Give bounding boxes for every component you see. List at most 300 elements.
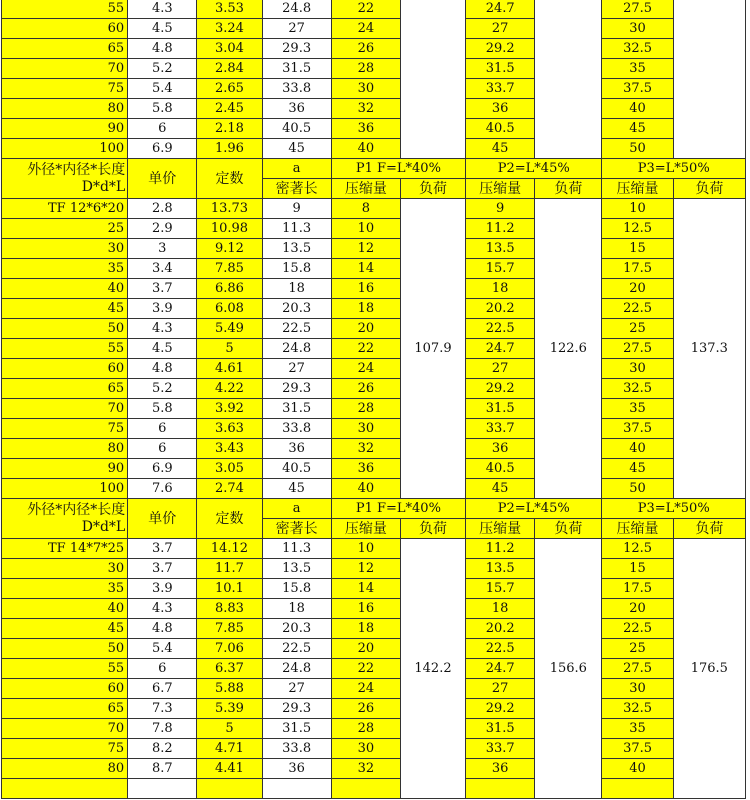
cell-solid-length[interactable]: 29.3 (262, 699, 331, 719)
cell-size[interactable] (2, 779, 128, 799)
cell-p1-compression[interactable]: 32 (331, 759, 400, 779)
cell-p1-compression[interactable]: 16 (331, 279, 400, 299)
cell-price[interactable]: 4.3 (128, 599, 197, 619)
cell-p3-compression[interactable]: 37.5 (602, 739, 673, 759)
cell-fixed-count[interactable]: 4.71 (197, 739, 262, 759)
cell-p2-compression[interactable]: 18 (466, 279, 535, 299)
cell-price[interactable]: 6.9 (128, 459, 197, 479)
header-a: a (262, 499, 331, 519)
cell-p2-compression[interactable]: 11.2 (466, 539, 535, 559)
cell-solid-length[interactable]: 20.3 (262, 619, 331, 639)
cell-fixed-count[interactable]: 4.22 (197, 379, 262, 399)
cell-fixed-count[interactable]: 6.37 (197, 659, 262, 679)
cell-p2-compression[interactable]: 31.5 (466, 719, 535, 739)
header-p1: P1 F=L*40% (331, 499, 465, 519)
table-row (2, 699, 746, 719)
cell-p1-compression[interactable]: 36 (331, 119, 400, 139)
cell-p3-compression[interactable]: 15 (602, 559, 673, 579)
cell-p3-compression[interactable]: 27.5 (602, 339, 673, 359)
cell-p2-compression[interactable]: 29.2 (466, 379, 535, 399)
cell-p2-compression[interactable]: 45 (466, 479, 535, 499)
cell-size[interactable]: 25 (2, 219, 128, 239)
table-row (2, 559, 746, 579)
cell-size[interactable]: 55 (2, 0, 128, 19)
cell-fixed-count[interactable]: 3.04 (197, 39, 262, 59)
cell-solid-length[interactable]: 33.8 (262, 79, 331, 99)
cell-solid-length[interactable]: 33.8 (262, 419, 331, 439)
cell-fixed-count[interactable]: 4.41 (197, 759, 262, 779)
cell-size[interactable]: 60 (2, 19, 128, 39)
cell-p1-compression[interactable]: 32 (331, 99, 400, 119)
cell-price[interactable]: 3.4 (128, 259, 197, 279)
cell-p3-compression[interactable]: 32.5 (602, 39, 673, 59)
cell-p3-compression[interactable]: 25 (602, 639, 673, 659)
cell-price[interactable]: 6 (128, 439, 197, 459)
cell-price[interactable]: 4.3 (128, 0, 197, 19)
cell-size[interactable]: 35 (2, 259, 128, 279)
cell-solid-length[interactable]: 29.3 (262, 379, 331, 399)
header-a: a (262, 159, 331, 179)
table-row (2, 419, 746, 439)
cell-solid-length[interactable]: 29.3 (262, 39, 331, 59)
cell-price[interactable]: 4.5 (128, 339, 197, 359)
cell-p1-compression[interactable]: 18 (331, 619, 400, 639)
cell-p3-compression[interactable]: 32.5 (602, 699, 673, 719)
cell-price[interactable]: 7.6 (128, 479, 197, 499)
cell-p2-compression[interactable]: 9 (466, 199, 535, 219)
cell-price[interactable]: 3.9 (128, 579, 197, 599)
cell-size[interactable]: 35 (2, 579, 128, 599)
cell-fixed-count[interactable]: 2.84 (197, 59, 262, 79)
cell-size[interactable]: 60 (2, 679, 128, 699)
cell-size[interactable]: 80 (2, 99, 128, 119)
cell-p1-compression[interactable]: 20 (331, 319, 400, 339)
cell-p2-compression[interactable]: 33.7 (466, 419, 535, 439)
cell-price[interactable]: 7.3 (128, 699, 197, 719)
cell-p3-compression[interactable]: 32.5 (602, 379, 673, 399)
cell-p2-compression[interactable]: 27 (466, 19, 535, 39)
cell-fixed-count[interactable]: 5 (197, 719, 262, 739)
cell-solid-length[interactable]: 13.5 (262, 559, 331, 579)
cell-size[interactable]: TF 14*7*25 (2, 539, 128, 559)
cell-fixed-count[interactable]: 3.92 (197, 399, 262, 419)
table-row (2, 659, 746, 679)
cell-p3-load[interactable] (673, 0, 745, 159)
cell-p1-compression[interactable]: 32 (331, 439, 400, 459)
cell-p3-compression[interactable]: 35 (602, 719, 673, 739)
header-price: 单价 (128, 159, 197, 199)
cell-price[interactable]: 4.8 (128, 619, 197, 639)
cell-size[interactable]: 45 (2, 619, 128, 639)
cell-price[interactable]: 4.8 (128, 39, 197, 59)
cell-p3-compression[interactable]: 17.5 (602, 259, 673, 279)
cell-p1-compression[interactable]: 28 (331, 59, 400, 79)
cell-fixed-count[interactable]: 5.88 (197, 679, 262, 699)
cell-size[interactable]: 50 (2, 639, 128, 659)
cell-p1-compression[interactable]: 18 (331, 299, 400, 319)
cell-p3-compression[interactable]: 17.5 (602, 579, 673, 599)
cell-solid-length[interactable]: 15.8 (262, 579, 331, 599)
cell-fixed-count[interactable] (197, 779, 262, 799)
cell-p3-compression[interactable]: 40 (602, 759, 673, 779)
cell-solid-length[interactable]: 36 (262, 759, 331, 779)
cell-solid-length[interactable]: 45 (262, 139, 331, 159)
cell-p2-compression[interactable]: 27 (466, 679, 535, 699)
cell-p2-compression[interactable]: 24.7 (466, 0, 535, 19)
cell-p2-compression[interactable]: 36 (466, 99, 535, 119)
cell-p2-compression[interactable]: 18 (466, 599, 535, 619)
cell-price[interactable]: 5.4 (128, 639, 197, 659)
cell-size[interactable]: 70 (2, 399, 128, 419)
cell-solid-length[interactable]: 9 (262, 199, 331, 219)
cell-p3-compression[interactable]: 37.5 (602, 419, 673, 439)
table-row (2, 139, 746, 159)
cell-price[interactable]: 3.7 (128, 539, 197, 559)
cell-solid-length[interactable]: 11.3 (262, 539, 331, 559)
cell-p2-compression[interactable]: 15.7 (466, 259, 535, 279)
cell-p3-compression[interactable]: 10 (602, 199, 673, 219)
cell-p2-compression[interactable]: 27 (466, 359, 535, 379)
cell-fixed-count[interactable]: 10.98 (197, 219, 262, 239)
cell-fixed-count[interactable]: 2.74 (197, 479, 262, 499)
cell-p2-load[interactable] (535, 0, 602, 159)
cell-solid-length[interactable]: 18 (262, 599, 331, 619)
cell-price[interactable]: 5.8 (128, 99, 197, 119)
cell-solid-length[interactable]: 22.5 (262, 319, 331, 339)
cell-p3-compression[interactable]: 27.5 (602, 659, 673, 679)
cell-p1-compression[interactable] (331, 779, 400, 799)
cell-p3-compression[interactable]: 45 (602, 459, 673, 479)
cell-size[interactable]: 90 (2, 459, 128, 479)
cell-p2-compression[interactable]: 13.5 (466, 559, 535, 579)
cell-solid-length[interactable]: 45 (262, 479, 331, 499)
cell-p1-compression[interactable]: 24 (331, 19, 400, 39)
cell-fixed-count[interactable]: 14.12 (197, 539, 262, 559)
cell-fixed-count[interactable]: 7.85 (197, 619, 262, 639)
cell-p2-compression[interactable]: 15.7 (466, 579, 535, 599)
cell-fixed-count[interactable]: 11.7 (197, 559, 262, 579)
cell-p3-compression[interactable]: 15 (602, 239, 673, 259)
cell-fixed-count[interactable]: 4.61 (197, 359, 262, 379)
header-price: 单价 (128, 499, 197, 539)
cell-price[interactable]: 4.3 (128, 319, 197, 339)
cell-price[interactable]: 2.9 (128, 219, 197, 239)
cell-p1-compression[interactable]: 24 (331, 679, 400, 699)
cell-price[interactable]: 3 (128, 239, 197, 259)
cell-p3-compression[interactable]: 45 (602, 119, 673, 139)
table-row (2, 59, 746, 79)
cell-solid-length[interactable]: 20.3 (262, 299, 331, 319)
cell-p1-compression[interactable]: 22 (331, 659, 400, 679)
cell-p3-compression[interactable]: 22.5 (602, 299, 673, 319)
cell-p2-load[interactable]: 156.6 (535, 539, 602, 799)
cell-fixed-count[interactable]: 3.24 (197, 19, 262, 39)
cell-p2-compression[interactable]: 31.5 (466, 399, 535, 419)
cell-solid-length[interactable]: 31.5 (262, 399, 331, 419)
cell-size[interactable]: 70 (2, 59, 128, 79)
table-row (2, 599, 746, 619)
cell-p2-compression[interactable] (466, 779, 535, 799)
cell-fixed-count[interactable]: 8.83 (197, 599, 262, 619)
cell-solid-length[interactable]: 24.8 (262, 659, 331, 679)
cell-p1-compression[interactable]: 10 (331, 539, 400, 559)
cell-fixed-count[interactable]: 3.05 (197, 459, 262, 479)
cell-p3-compression[interactable]: 35 (602, 59, 673, 79)
cell-p1-compression[interactable]: 24 (331, 359, 400, 379)
cell-p3-compression[interactable]: 30 (602, 19, 673, 39)
header-solid-length: 密著长 (262, 519, 331, 539)
cell-size[interactable]: 75 (2, 419, 128, 439)
cell-p1-compression[interactable]: 28 (331, 399, 400, 419)
cell-p3-compression[interactable]: 50 (602, 139, 673, 159)
cell-price[interactable]: 6.7 (128, 679, 197, 699)
cell-size[interactable]: 70 (2, 719, 128, 739)
cell-p1-compression[interactable]: 22 (331, 339, 400, 359)
header-p2: P2=L*45% (466, 499, 602, 519)
cell-size[interactable]: 30 (2, 559, 128, 579)
cell-p3-compression[interactable]: 27.5 (602, 0, 673, 19)
cell-fixed-count[interactable]: 6.08 (197, 299, 262, 319)
cell-fixed-count[interactable]: 13.73 (197, 199, 262, 219)
table-row (2, 0, 746, 19)
header-p1-compression: 压缩量 (331, 519, 400, 539)
cell-price[interactable]: 8.2 (128, 739, 197, 759)
cell-size[interactable]: 30 (2, 239, 128, 259)
cell-price[interactable]: 6 (128, 119, 197, 139)
header-row-top (2, 499, 746, 519)
cell-size[interactable]: TF 12*6*20 (2, 199, 128, 219)
header-solid-length: 密著长 (262, 179, 331, 199)
cell-p3-compression[interactable]: 22.5 (602, 619, 673, 639)
header-p3-load: 负荷 (673, 519, 745, 539)
cell-p1-compression[interactable]: 20 (331, 639, 400, 659)
cell-p1-compression[interactable]: 26 (331, 699, 400, 719)
cell-p2-compression[interactable]: 45 (466, 139, 535, 159)
cell-price[interactable]: 5.8 (128, 399, 197, 419)
cell-p3-compression[interactable] (602, 779, 673, 799)
cell-p3-compression[interactable]: 12.5 (602, 219, 673, 239)
table-row (2, 399, 746, 419)
cell-fixed-count[interactable]: 5.49 (197, 319, 262, 339)
cell-solid-length[interactable]: 36 (262, 439, 331, 459)
cell-p1-compression[interactable]: 26 (331, 379, 400, 399)
cell-p1-compression[interactable]: 8 (331, 199, 400, 219)
cell-size[interactable]: 90 (2, 119, 128, 139)
cell-p3-compression[interactable]: 30 (602, 359, 673, 379)
cell-p3-compression[interactable]: 50 (602, 479, 673, 499)
table-row (2, 39, 746, 59)
cell-solid-length[interactable]: 33.8 (262, 739, 331, 759)
cell-p2-compression[interactable]: 20.2 (466, 619, 535, 639)
cell-price[interactable]: 5.4 (128, 79, 197, 99)
cell-fixed-count[interactable]: 6.86 (197, 279, 262, 299)
cell-p1-compression[interactable]: 10 (331, 219, 400, 239)
cell-solid-length[interactable]: 24.8 (262, 0, 331, 19)
cell-price[interactable]: 3.9 (128, 299, 197, 319)
cell-p1-compression[interactable]: 12 (331, 559, 400, 579)
cell-size[interactable]: 50 (2, 319, 128, 339)
cell-p2-compression[interactable]: 20.2 (466, 299, 535, 319)
cell-price[interactable] (128, 779, 197, 799)
cell-p1-compression[interactable]: 30 (331, 739, 400, 759)
cell-p2-compression[interactable]: 36 (466, 759, 535, 779)
cell-p2-compression[interactable]: 29.2 (466, 39, 535, 59)
cell-p1-compression[interactable]: 40 (331, 479, 400, 499)
header-p3-compression: 压缩量 (602, 179, 673, 199)
cell-price[interactable]: 8.7 (128, 759, 197, 779)
cell-solid-length[interactable]: 18 (262, 279, 331, 299)
cell-p2-compression[interactable]: 40.5 (466, 459, 535, 479)
cell-p2-compression[interactable]: 24.7 (466, 659, 535, 679)
table-row (2, 719, 746, 739)
cell-p2-compression[interactable]: 24.7 (466, 339, 535, 359)
header-row-top (2, 159, 746, 179)
cell-price[interactable]: 7.8 (128, 719, 197, 739)
cell-p1-compression[interactable]: 28 (331, 719, 400, 739)
cell-size[interactable]: 55 (2, 659, 128, 679)
cell-price[interactable]: 3.7 (128, 559, 197, 579)
cell-p1-compression[interactable]: 30 (331, 419, 400, 439)
table-row (2, 279, 746, 299)
cell-p1-compression[interactable]: 14 (331, 259, 400, 279)
cell-solid-length[interactable]: 40.5 (262, 119, 331, 139)
cell-p3-compression[interactable]: 37.5 (602, 79, 673, 99)
cell-size[interactable]: 100 (2, 139, 128, 159)
cell-price[interactable]: 5.2 (128, 379, 197, 399)
cell-price[interactable]: 3.7 (128, 279, 197, 299)
cell-p3-compression[interactable]: 20 (602, 599, 673, 619)
cell-solid-length[interactable]: 36 (262, 99, 331, 119)
cell-p2-compression[interactable]: 13.5 (466, 239, 535, 259)
cell-solid-length[interactable]: 15.8 (262, 259, 331, 279)
cell-fixed-count[interactable]: 7.06 (197, 639, 262, 659)
cell-fixed-count[interactable]: 10.1 (197, 579, 262, 599)
table-row (2, 259, 746, 279)
cell-p3-compression[interactable]: 35 (602, 399, 673, 419)
cell-solid-length[interactable]: 13.5 (262, 239, 331, 259)
cell-p1-load[interactable]: 142.2 (400, 539, 465, 799)
cell-p1-compression[interactable]: 36 (331, 459, 400, 479)
cell-p1-compression[interactable]: 22 (331, 0, 400, 19)
cell-p1-load[interactable]: 107.9 (400, 199, 465, 499)
cell-p1-compression[interactable]: 26 (331, 39, 400, 59)
cell-size[interactable]: 65 (2, 39, 128, 59)
spring-spec-table (1, 0, 746, 799)
table-row (2, 199, 746, 219)
cell-p3-compression[interactable]: 40 (602, 99, 673, 119)
cell-price[interactable]: 2.8 (128, 199, 197, 219)
cell-fixed-count[interactable]: 5 (197, 339, 262, 359)
cell-fixed-count[interactable]: 3.43 (197, 439, 262, 459)
cell-fixed-count[interactable]: 2.65 (197, 79, 262, 99)
header-p3: P3=L*50% (602, 159, 746, 179)
cell-price[interactable]: 4.8 (128, 359, 197, 379)
cell-size[interactable]: 60 (2, 359, 128, 379)
cell-p3-compression[interactable]: 40 (602, 439, 673, 459)
header-p2-compression: 压缩量 (466, 519, 535, 539)
table-row (2, 679, 746, 699)
cell-p2-compression[interactable]: 33.7 (466, 79, 535, 99)
cell-price[interactable]: 6 (128, 659, 197, 679)
cell-p2-compression[interactable]: 33.7 (466, 739, 535, 759)
header-p3-compression: 压缩量 (602, 519, 673, 539)
cell-price[interactable]: 4.5 (128, 19, 197, 39)
table-row (2, 759, 746, 779)
table-row (2, 19, 746, 39)
cell-fixed-count[interactable]: 2.18 (197, 119, 262, 139)
cell-solid-length[interactable]: 40.5 (262, 459, 331, 479)
cell-p1-compression[interactable]: 40 (331, 139, 400, 159)
cell-p1-compression[interactable]: 12 (331, 239, 400, 259)
cell-size[interactable]: 40 (2, 599, 128, 619)
cell-solid-length[interactable]: 31.5 (262, 719, 331, 739)
cell-p2-compression[interactable]: 31.5 (466, 59, 535, 79)
cell-fixed-count[interactable]: 7.85 (197, 259, 262, 279)
cell-p2-load[interactable]: 122.6 (535, 199, 602, 499)
cell-p2-compression[interactable]: 36 (466, 439, 535, 459)
cell-size[interactable]: 100 (2, 479, 128, 499)
cell-size[interactable]: 80 (2, 759, 128, 779)
cell-p2-compression[interactable]: 40.5 (466, 119, 535, 139)
cell-solid-length[interactable]: 27 (262, 19, 331, 39)
cell-size[interactable]: 45 (2, 299, 128, 319)
cell-p1-compression[interactable]: 16 (331, 599, 400, 619)
cell-size[interactable]: 75 (2, 79, 128, 99)
cell-fixed-count[interactable]: 3.53 (197, 0, 262, 19)
cell-size[interactable]: 80 (2, 439, 128, 459)
cell-p2-compression[interactable]: 22.5 (466, 319, 535, 339)
cell-solid-length[interactable]: 11.3 (262, 219, 331, 239)
cell-solid-length[interactable]: 24.8 (262, 339, 331, 359)
cell-p1-compression[interactable]: 30 (331, 79, 400, 99)
cell-solid-length[interactable] (262, 779, 331, 799)
header-fixed-count: 定数 (197, 499, 262, 539)
cell-p1-load[interactable] (400, 0, 465, 159)
cell-p3-compression[interactable]: 25 (602, 319, 673, 339)
cell-fixed-count[interactable]: 9.12 (197, 239, 262, 259)
cell-fixed-count[interactable]: 2.45 (197, 99, 262, 119)
cell-solid-length[interactable]: 27 (262, 679, 331, 699)
cell-size[interactable]: 65 (2, 379, 128, 399)
cell-p3-load[interactable]: 176.5 (673, 539, 745, 799)
cell-p3-compression[interactable]: 30 (602, 679, 673, 699)
cell-size[interactable]: 40 (2, 279, 128, 299)
cell-fixed-count[interactable]: 1.96 (197, 139, 262, 159)
cell-p2-compression[interactable]: 11.2 (466, 219, 535, 239)
header-p3-load: 负荷 (673, 179, 745, 199)
cell-size[interactable]: 75 (2, 739, 128, 759)
cell-fixed-count[interactable]: 3.63 (197, 419, 262, 439)
cell-p3-load[interactable]: 137.3 (673, 199, 745, 499)
cell-solid-length[interactable]: 27 (262, 359, 331, 379)
cell-p2-compression[interactable]: 29.2 (466, 699, 535, 719)
cell-size[interactable]: 55 (2, 339, 128, 359)
cell-p1-compression[interactable]: 14 (331, 579, 400, 599)
table-row (2, 639, 746, 659)
table-row (2, 299, 746, 319)
cell-solid-length[interactable]: 31.5 (262, 59, 331, 79)
cell-fixed-count[interactable]: 5.39 (197, 699, 262, 719)
cell-p2-compression[interactable]: 22.5 (466, 639, 535, 659)
cell-solid-length[interactable]: 22.5 (262, 639, 331, 659)
cell-price[interactable]: 5.2 (128, 59, 197, 79)
cell-p3-compression[interactable]: 12.5 (602, 539, 673, 559)
header-p3: P3=L*50% (602, 499, 746, 519)
cell-size[interactable]: 65 (2, 699, 128, 719)
cell-price[interactable]: 6 (128, 419, 197, 439)
cell-p3-compression[interactable]: 20 (602, 279, 673, 299)
cell-price[interactable]: 6.9 (128, 139, 197, 159)
